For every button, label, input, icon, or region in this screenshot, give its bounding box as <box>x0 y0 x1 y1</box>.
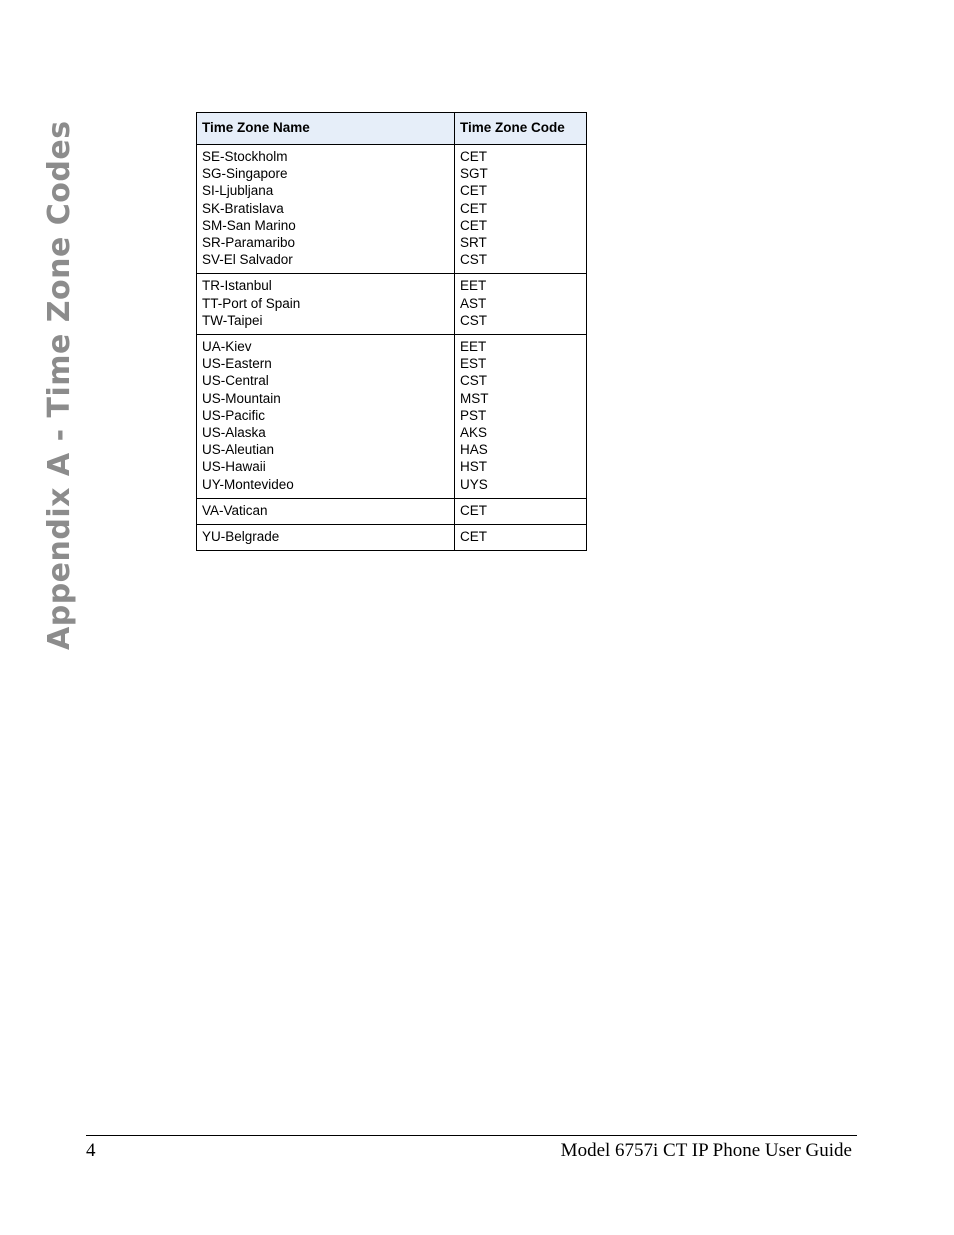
time-zone-code: UYS <box>460 476 488 492</box>
time-zone-name-cell <box>197 274 455 335</box>
table-row <box>197 498 587 524</box>
time-zone-code: EET <box>460 278 487 294</box>
time-zone-code: CET <box>460 200 487 216</box>
time-zone-code: MST <box>460 390 489 406</box>
time-zone-name: SM-San Marino <box>202 217 296 233</box>
time-zone-name-cell <box>197 335 455 499</box>
time-zone-name: SR-Paramaribo <box>202 235 296 251</box>
time-zone-table <box>196 112 587 551</box>
time-zone-name: SG-Singapore <box>202 166 288 182</box>
time-zone-name: YU-Belgrade <box>202 529 280 545</box>
page-number: 4 <box>86 1140 96 1161</box>
time-zone-name-cell <box>197 145 455 274</box>
time-zone-code-cell <box>455 274 587 335</box>
time-zone-code-cell <box>455 145 587 274</box>
table-row <box>197 274 587 335</box>
time-zone-code: AST <box>460 295 487 311</box>
time-zone-name: SK-Bratislava <box>202 200 284 216</box>
time-zone-name: UA-Kiev <box>202 339 252 355</box>
time-zone-code-cell <box>455 498 587 524</box>
header-time-zone-code: Time Zone Code <box>455 113 587 145</box>
time-zone-code: CST <box>460 252 487 268</box>
time-zone-name: US-Pacific <box>202 407 266 423</box>
time-zone-name: VA-Vatican <box>202 502 268 518</box>
time-zone-name: SI-Ljubljana <box>202 183 274 199</box>
time-zone-name: US-Mountain <box>202 390 281 406</box>
table-row <box>197 335 587 499</box>
time-zone-name: US-Hawaii <box>202 459 266 475</box>
time-zone-code: SRT <box>460 235 487 251</box>
time-zone-name: SE-Stockholm <box>202 149 288 164</box>
time-zone-code: CET <box>460 149 487 164</box>
footer-divider <box>86 1135 857 1136</box>
time-zone-table-body <box>197 145 587 551</box>
time-zone-code-cell <box>455 525 587 551</box>
table-row <box>197 525 587 551</box>
time-zone-name: TW-Taipei <box>202 312 263 328</box>
time-zone-code-cell <box>455 335 587 499</box>
time-zone-name-cell <box>197 498 455 524</box>
time-zone-code: CET <box>460 217 487 233</box>
time-zone-name: US-Central <box>202 373 269 389</box>
time-zone-code: CET <box>460 529 487 545</box>
table-row <box>197 145 587 274</box>
time-zone-name: TR-Istanbul <box>202 278 272 294</box>
time-zone-code: CST <box>460 312 487 328</box>
time-zone-name: TT-Port of Spain <box>202 295 301 311</box>
guide-title: Model 6757i CT IP Phone User Guide <box>560 1140 852 1161</box>
time-zone-code: HAS <box>460 442 488 458</box>
time-zone-code: EET <box>460 339 487 355</box>
time-zone-name: SV-El Salvador <box>202 252 293 268</box>
time-zone-code: CET <box>460 183 487 199</box>
section-side-title: Appendix A - Time Zone Codes <box>42 120 77 650</box>
time-zone-code: EST <box>460 356 487 372</box>
time-zone-code: AKS <box>460 425 488 441</box>
table-header-row <box>197 113 587 145</box>
time-zone-name: US-Alaska <box>202 425 266 441</box>
time-zone-code: SGT <box>460 166 488 182</box>
time-zone-name: UY-Montevideo <box>202 476 294 492</box>
header-time-zone-name: Time Zone Name <box>197 113 455 145</box>
time-zone-name-cell <box>197 525 455 551</box>
time-zone-code: HST <box>460 459 487 475</box>
time-zone-code: CET <box>460 502 487 518</box>
time-zone-name: US-Eastern <box>202 356 272 372</box>
time-zone-code: CST <box>460 373 487 389</box>
time-zone-name: US-Aleutian <box>202 442 275 458</box>
time-zone-code: PST <box>460 407 487 423</box>
